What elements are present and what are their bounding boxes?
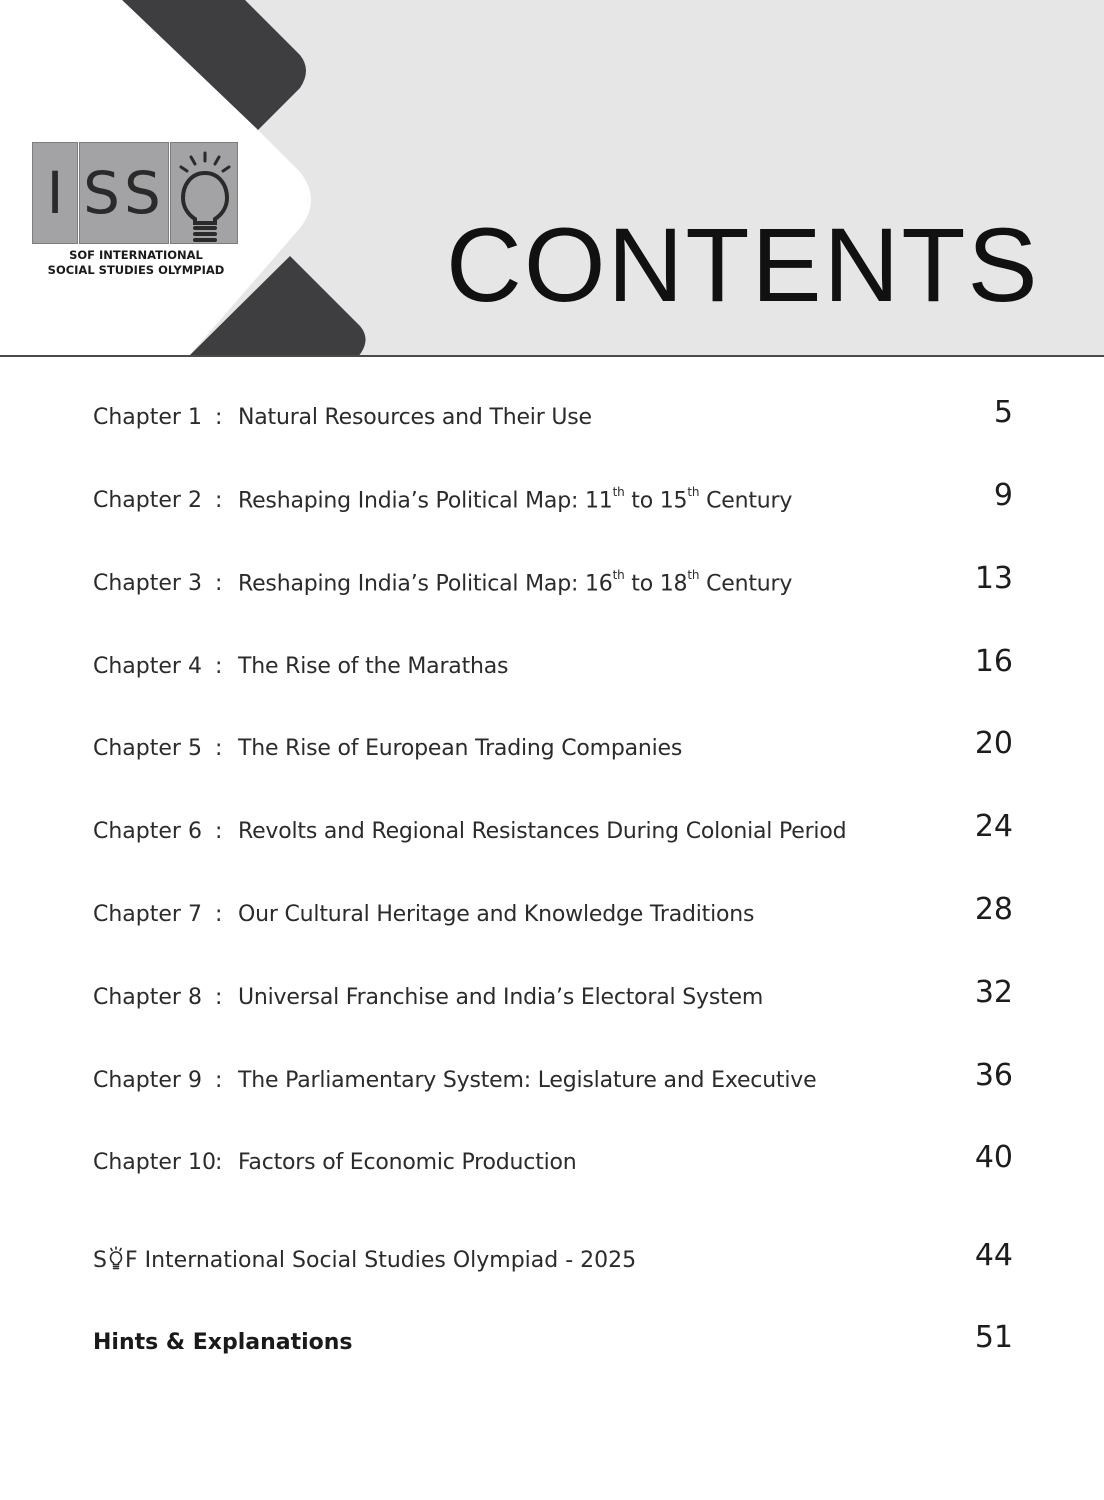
olympiad-title: S F International Social Studies Olympiad - 2025 (93, 1248, 637, 1273)
logo-letter-box: I (32, 142, 78, 244)
superscript: th (687, 567, 700, 582)
toc-row[interactable] (93, 883, 1013, 933)
page-number: 24 (974, 809, 1013, 844)
toc-row[interactable] (93, 1049, 1013, 1099)
separator: : (215, 571, 223, 596)
lightbulb-icon (171, 143, 239, 245)
page-number: 44 (974, 1238, 1013, 1273)
separator: : (215, 819, 223, 844)
page-title: CONTENTS (446, 207, 1040, 324)
toc-row[interactable] (93, 717, 1013, 767)
superscript: th (612, 567, 625, 582)
chapter-title: Natural Resources and Their Use (238, 405, 592, 430)
chapter-label: Chapter 3 (93, 571, 202, 596)
logo-tagline-line: SOCIAL STUDIES OLYMPIAD (47, 263, 225, 277)
chapter-title: The Rise of European Trading Companies (238, 736, 683, 761)
page-number: 16 (974, 644, 1013, 679)
chapter-title: Reshaping India’s Political Map: 16th to 18th Century (238, 567, 793, 596)
isso-logo (32, 142, 240, 282)
logo-letter-box: SS (79, 142, 169, 244)
chapter-title: Universal Franchise and India’s Electoral System (238, 985, 764, 1010)
chapter-title: Revolts and Regional Resistances During Colonial Period (238, 819, 847, 844)
toc-row[interactable] (93, 800, 1013, 850)
separator: : (215, 405, 223, 430)
superscript: th (687, 484, 700, 499)
page-number: 28 (974, 892, 1013, 927)
chapter-title: Our Cultural Heritage and Knowledge Traditions (238, 902, 755, 927)
toc-row[interactable] (93, 635, 1013, 685)
toc-row[interactable] (93, 966, 1013, 1016)
chapter-title: Factors of Economic Production (238, 1150, 577, 1175)
toc-row-olympiad[interactable] (93, 1229, 1013, 1279)
page-number: 13 (974, 561, 1013, 596)
header-banner (0, 0, 1104, 357)
page-number: 20 (974, 726, 1013, 761)
superscript: th (612, 484, 625, 499)
header-rule (0, 355, 1104, 357)
page-number: 40 (974, 1140, 1013, 1175)
chapter-title: Reshaping India’s Political Map: 11th to 15th Century (238, 484, 793, 513)
logo-tagline-line: SOF INTERNATIONAL (69, 248, 203, 262)
separator: : (215, 736, 223, 761)
separator: : (215, 488, 223, 513)
chapter-label: Chapter 8 (93, 985, 202, 1010)
page-number: 32 (974, 975, 1013, 1010)
lightbulb-icon (107, 1246, 125, 1270)
page-number: 51 (974, 1320, 1013, 1355)
logo-tagline (32, 248, 240, 278)
separator: : (215, 1150, 223, 1175)
chapter-label: Chapter 5 (93, 736, 202, 761)
toc-row-hints[interactable] (93, 1311, 1013, 1361)
toc-row[interactable] (93, 552, 1013, 602)
chapter-label: Chapter 2 (93, 488, 202, 513)
chapter-label: Chapter 6 (93, 819, 202, 844)
page-number: 5 (993, 395, 1013, 430)
separator: : (215, 654, 223, 679)
chapter-title: The Parliamentary System: Legislature and Executive (238, 1068, 817, 1093)
chapter-label: Chapter 1 (93, 405, 202, 430)
chapter-label: Chapter 4 (93, 654, 202, 679)
toc-row[interactable] (93, 386, 1013, 436)
hints-title: Hints & Explanations (93, 1330, 353, 1355)
chapter-label: Chapter 9 (93, 1068, 202, 1093)
separator: : (215, 985, 223, 1010)
chapter-title: The Rise of the Marathas (238, 654, 509, 679)
page-number: 9 (993, 478, 1013, 513)
chapter-label: Chapter 7 (93, 902, 202, 927)
logo-bulb-box (170, 142, 238, 244)
separator: : (215, 1068, 223, 1093)
chapter-label: Chapter 10 (93, 1150, 216, 1175)
toc-row[interactable] (93, 1131, 1013, 1181)
page-number: 36 (974, 1058, 1013, 1093)
toc-row[interactable] (93, 469, 1013, 519)
separator: : (215, 902, 223, 927)
